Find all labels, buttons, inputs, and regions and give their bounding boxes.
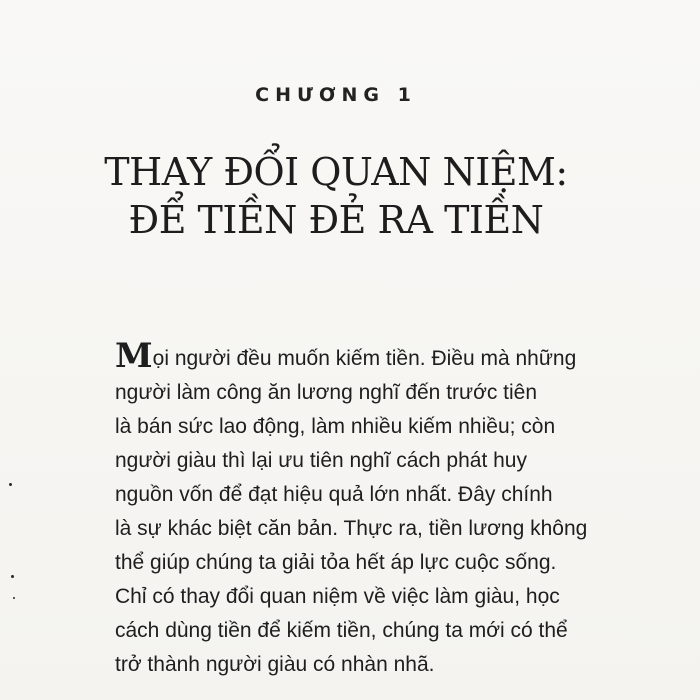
body-line: cách dùng tiền để kiếm tiền, chúng ta mới có thể bbox=[115, 619, 568, 642]
body-paragraph bbox=[115, 336, 588, 682]
chapter-title-line-2: ĐỂ TIỀN ĐẺ RA TIỀN bbox=[128, 198, 544, 242]
body-line: thể giúp chúng ta giải tỏa hết áp lực cuộc sống. bbox=[115, 551, 557, 574]
scan-speck bbox=[13, 597, 15, 599]
body-line: người giàu thì lại ưu tiên nghĩ cách phát huy bbox=[115, 449, 527, 472]
body-line: người làm công ăn lương nghĩ đến trước tiên bbox=[115, 381, 538, 404]
body-line-1-text: ọi người đều muốn kiếm tiền. Điều mà những bbox=[152, 347, 577, 370]
body-line-1 bbox=[115, 336, 577, 376]
chapter-title bbox=[0, 148, 672, 244]
drop-cap: M bbox=[115, 336, 153, 376]
scan-speck bbox=[11, 575, 14, 578]
body-line: là sự khác biệt căn bản. Thực ra, tiền lương không bbox=[115, 517, 588, 540]
chapter-label: CHƯƠNG 1 bbox=[255, 84, 417, 106]
chapter-title-line-1: THAY ĐỔI QUAN NIỆM: bbox=[104, 150, 568, 194]
body-line: trở thành người giàu có nhàn nhã. bbox=[115, 653, 435, 676]
body-line: nguồn vốn để đạt hiệu quả lớn nhất. Đây chính bbox=[115, 483, 553, 506]
body-line: là bán sức lao động, làm nhiều kiếm nhiều; còn bbox=[115, 415, 556, 438]
body-line: Chỉ có thay đổi quan niệm về việc làm giàu, học bbox=[115, 585, 560, 608]
scan-speck bbox=[9, 483, 12, 486]
